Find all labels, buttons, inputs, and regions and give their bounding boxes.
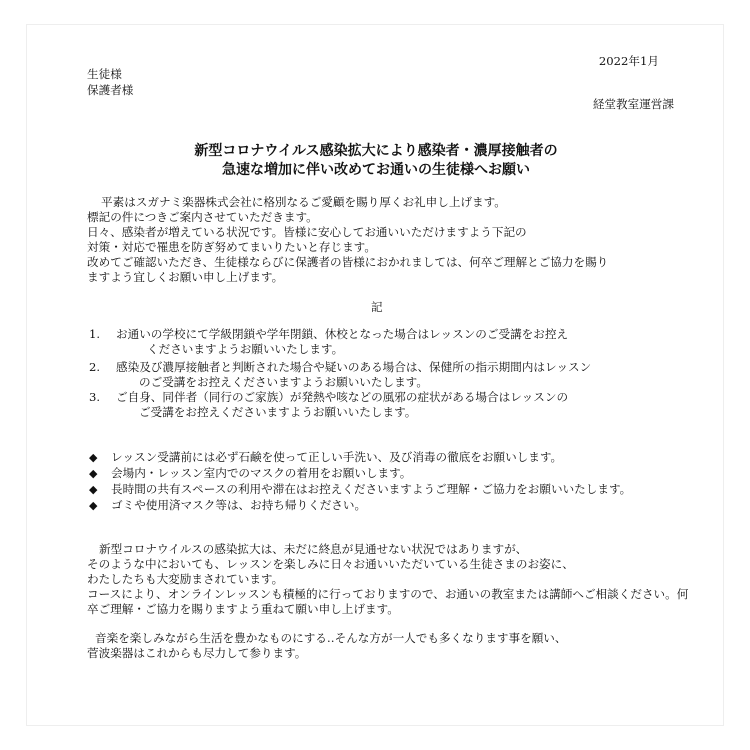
- closing-line: そのような中においても、レッスンを楽しみに日々お通いいただいている生徒さまのお姿に、: [87, 557, 574, 571]
- document-page: [26, 24, 724, 726]
- numbered-item-line: お通いの学校にて学級閉鎖や学年閉鎖、休校となった場合はレッスンのご受講をお控え: [116, 327, 569, 341]
- bullet-item: ゴミや使用済マスク等は、お持ち帰りください。: [111, 498, 367, 512]
- recipient-students: 生徒様: [87, 67, 122, 81]
- numbered-item-line: ご受講をお控えくださいますようお願いいたします。: [139, 405, 417, 419]
- closing-line: わたしたちも大変励まされています。: [87, 572, 284, 586]
- numbered-item-line: ご自身、同伴者（同行のご家族）が発熱や咳などの風邪の症状がある場合はレッスンの: [116, 390, 569, 404]
- final-line: 音楽を楽しみながら生活を豊かなものにする‥そんな方が一人でも多くなります事を願い、: [95, 631, 567, 645]
- closing-line: 卒ご理解・ご協力を賜りますよう重ねて願い申し上げます。: [87, 602, 399, 616]
- intro-line: 日々、感染者が増えている状況です。皆様に安心してお通いいただけますよう下記の: [87, 225, 527, 239]
- list-number: 3.: [89, 390, 101, 404]
- bullet-item: レッスン受講前には必ず石鹸を使って正しい手洗い、及び消毒の徹底をお願いします。: [111, 450, 563, 464]
- document-date: 2022年1月: [598, 54, 659, 68]
- diamond-bullet-icon: ◆: [89, 467, 98, 480]
- diamond-bullet-icon: ◆: [89, 499, 98, 512]
- diamond-bullet-icon: ◆: [89, 483, 98, 496]
- document-title-line-1: 新型コロナウイルス感染拡大により感染者・濃厚接触者の: [194, 143, 558, 159]
- ki-heading: 記: [371, 300, 383, 314]
- document-title-line-2: 急速な増加に伴い改めてお通いの生徒様へお願い: [222, 162, 530, 178]
- intro-line: 平素はスガナミ楽器株式会社に格別なるご愛顧を賜り厚くお礼申し上げます。: [101, 195, 506, 209]
- final-line: 菅波楽器はこれからも尽力して参ります。: [87, 646, 307, 660]
- bullet-item: 長時間の共有スペースの利用や滞在はお控えくださいますようご理解・ご協力をお願いいたします。: [111, 482, 632, 496]
- intro-line: ますよう宜しくお願い申し上げます。: [87, 270, 284, 284]
- numbered-item-line: 感染及び濃厚接触者と判断された場合や疑いのある場合は、保健所の指示期間内はレッスン: [116, 360, 592, 374]
- closing-line: 新型コロナウイルスの感染拡大は、未だに終息が見通せない状況ではありますが、: [99, 542, 528, 556]
- list-number: 2.: [89, 360, 101, 374]
- recipient-guardians: 保護者様: [87, 83, 134, 97]
- intro-line: 対策・対応で罹患を防ぎ努めてまいりたいと存じます。: [87, 240, 376, 254]
- intro-line: 標記の件につきご案内させていただきます。: [87, 210, 318, 224]
- bullet-item: 会場内・レッスン室内でのマスクの着用をお願いします。: [111, 466, 412, 480]
- closing-line: コースにより、オンラインレッスンも積極的に行っておりますので、お通いの教室または講師へご相談ください。何: [87, 587, 689, 601]
- sender-department: 経堂教室運営課: [592, 97, 674, 111]
- list-number: 1.: [89, 327, 101, 341]
- numbered-item-line: くださいますようお願いいたします。: [147, 342, 344, 356]
- numbered-item-line: のご受講をお控えくださいますようお願いいたします。: [139, 375, 428, 389]
- intro-line: 改めてご確認いただき、生徒様ならびに保護者の皆様におかれましては、何卒ご理解とご協力を賜り: [87, 255, 609, 269]
- diamond-bullet-icon: ◆: [89, 451, 98, 464]
